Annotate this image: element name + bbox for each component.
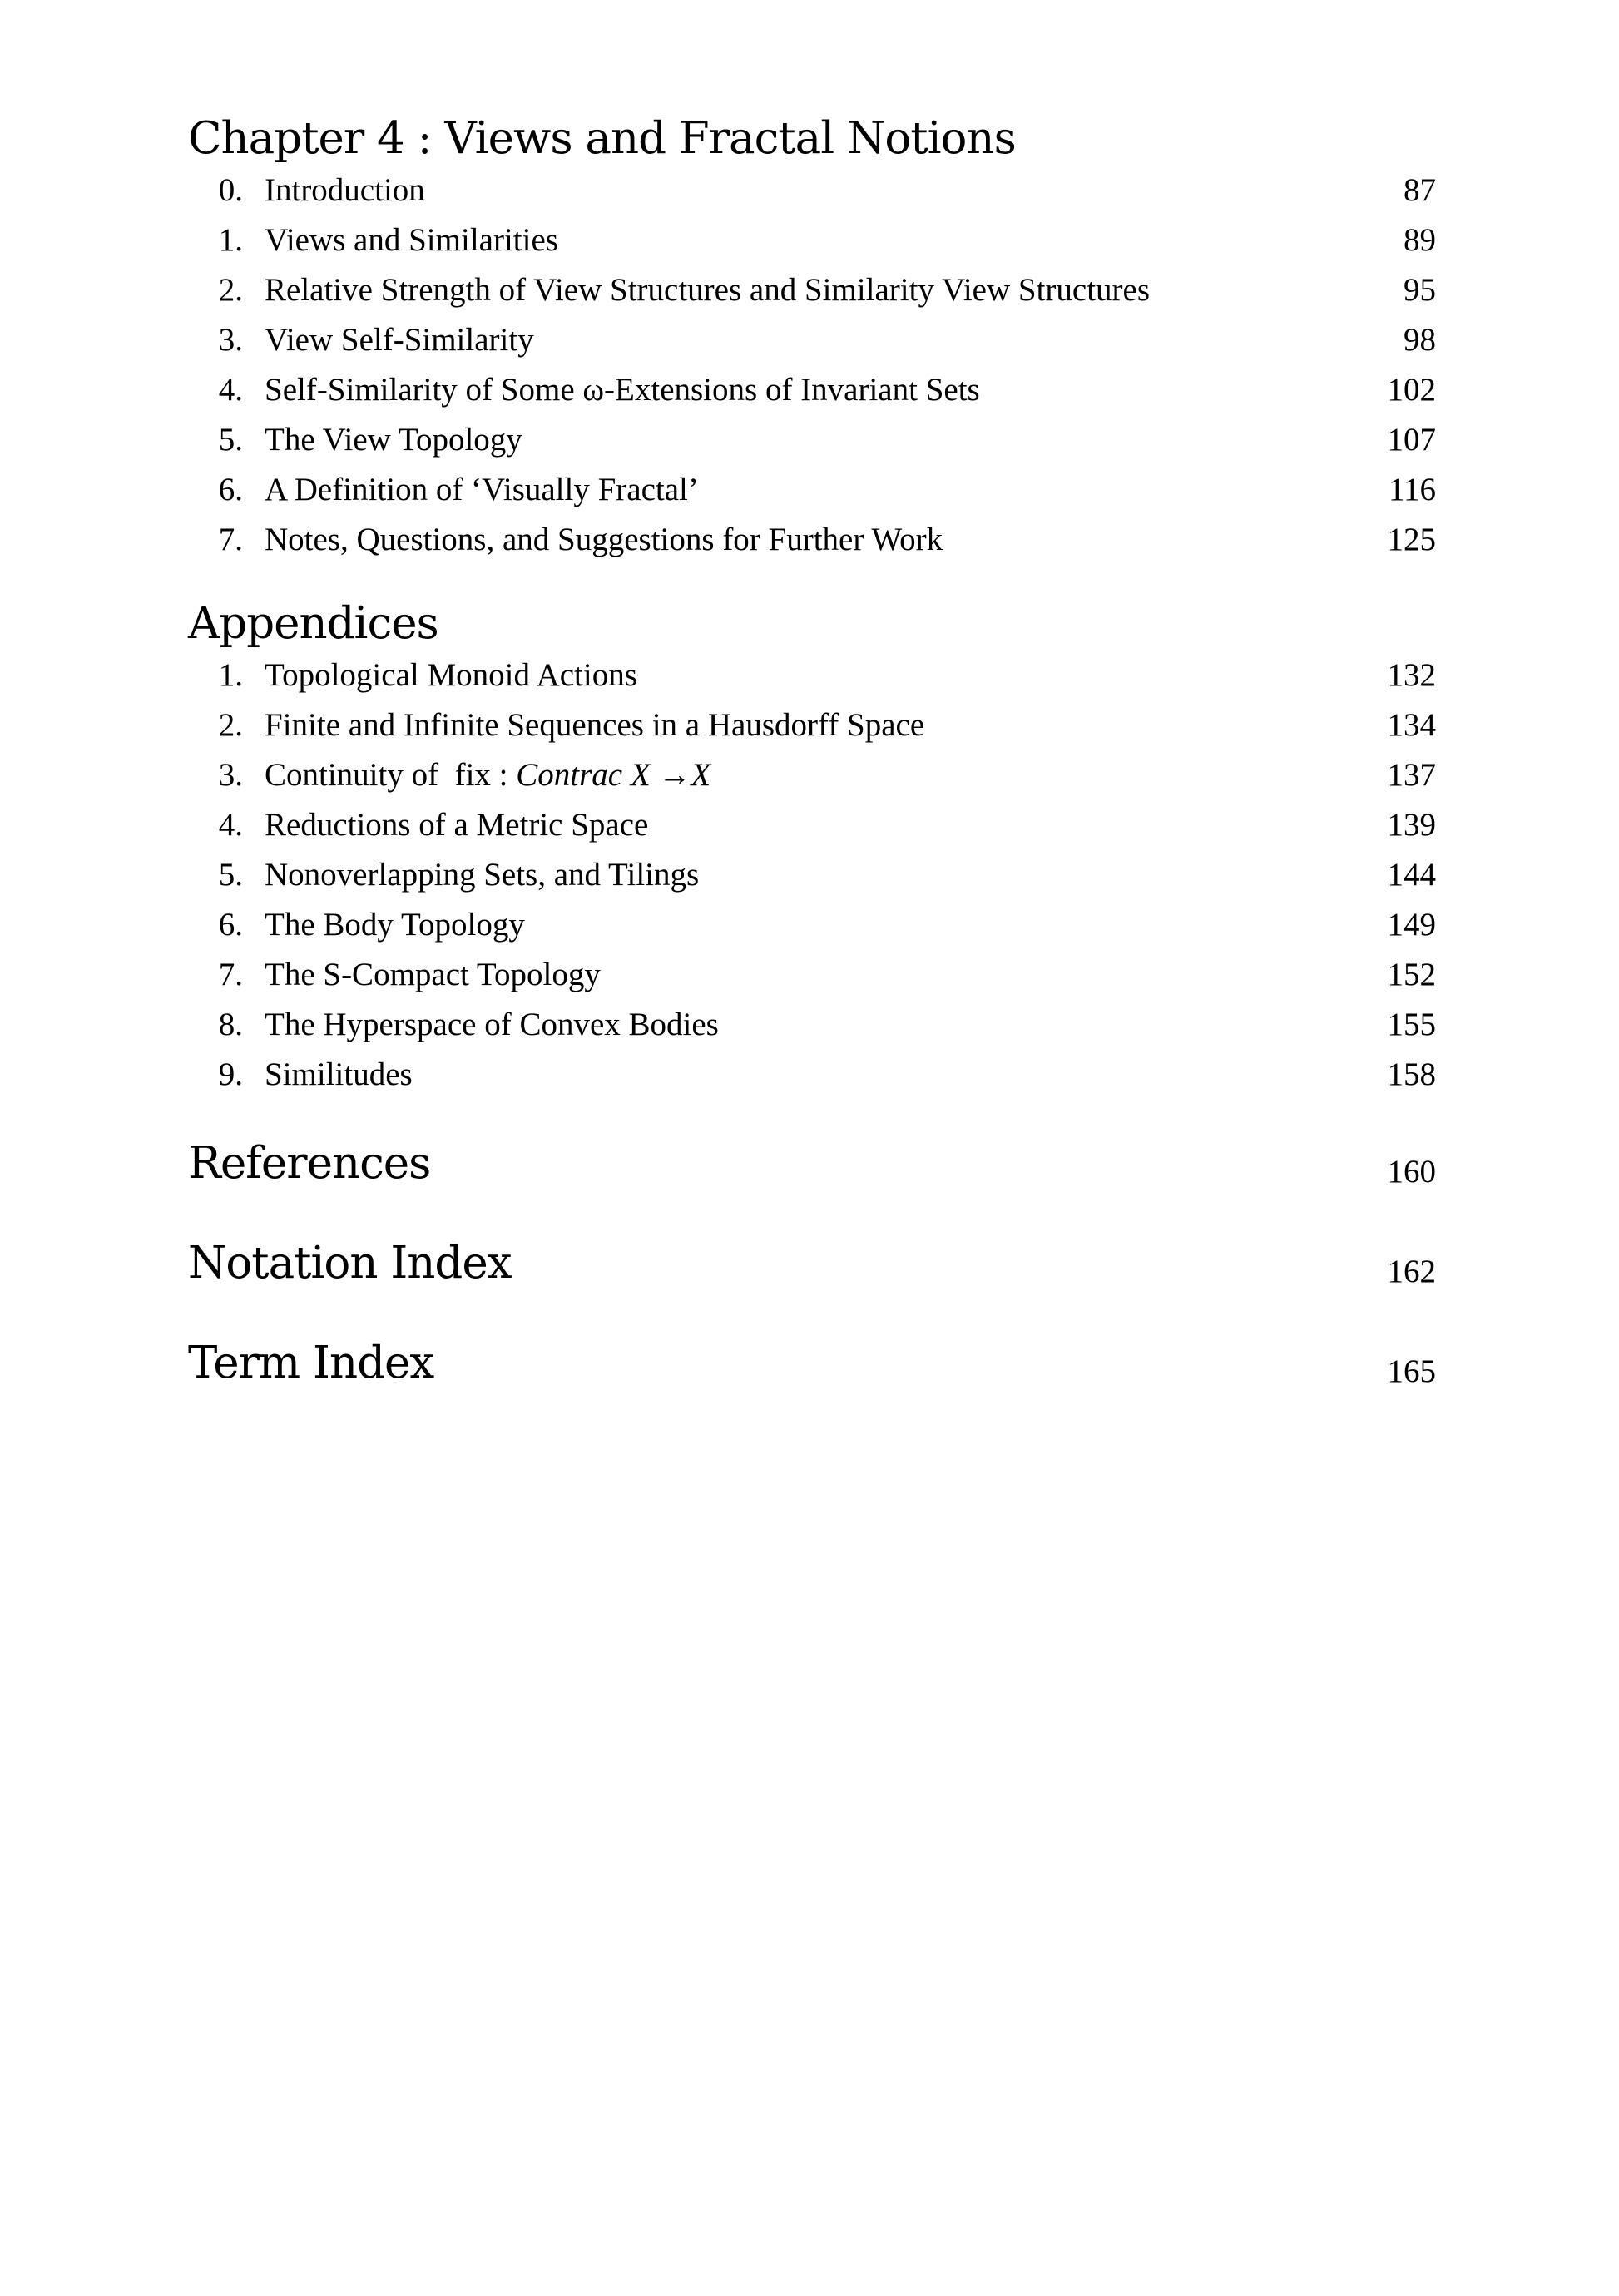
entry-page: 139 bbox=[1387, 807, 1436, 843]
entry-number: 7. bbox=[218, 522, 243, 557]
chapter-4-heading: Chapter 4 : Views and Fractal Notions bbox=[188, 113, 1016, 164]
entry-title: Introduction bbox=[265, 172, 425, 208]
entry-number: 5. bbox=[218, 857, 243, 893]
entry-number: 9. bbox=[218, 1056, 243, 1092]
entry-number: 1. bbox=[218, 222, 243, 258]
table-of-contents bbox=[188, 113, 1436, 1399]
entry-title: The Hyperspace of Convex Bodies bbox=[265, 1007, 719, 1042]
entry-number: 8. bbox=[218, 1007, 243, 1042]
toc-entry bbox=[188, 651, 1436, 700]
references-entry bbox=[188, 1138, 1436, 1200]
entry-title: Self-Similarity of Some ω-Extensions of Invariant Sets bbox=[265, 372, 980, 408]
toc-entry bbox=[188, 800, 1436, 850]
toc-entry bbox=[188, 900, 1436, 950]
entry-title-math: Contrac X →X bbox=[516, 757, 711, 793]
entry-page: 137 bbox=[1387, 757, 1436, 793]
toc-entry bbox=[188, 1050, 1436, 1100]
entry-title: Views and Similarities bbox=[265, 222, 558, 258]
entry-title: Relative Strength of View Structures and Similarity View Structures bbox=[265, 272, 1151, 308]
entry-number: 6. bbox=[218, 472, 243, 507]
entry-number: 6. bbox=[218, 907, 243, 943]
toc-entry bbox=[188, 700, 1436, 750]
term-index-entry bbox=[188, 1338, 1436, 1399]
entry-number: 2. bbox=[218, 707, 243, 743]
term-index-heading: Term Index bbox=[188, 1338, 434, 1388]
entry-page: 149 bbox=[1387, 907, 1436, 943]
entry-title: View Self-Similarity bbox=[265, 322, 534, 358]
entry-title: Finite and Infinite Sequences in a Hausdorff Space bbox=[265, 707, 925, 743]
entry-page: 144 bbox=[1387, 857, 1436, 893]
notation-index-entry bbox=[188, 1238, 1436, 1299]
entry-page: 155 bbox=[1387, 1007, 1436, 1042]
entry-number: 5. bbox=[218, 422, 243, 458]
notation-index-heading: Notation Index bbox=[188, 1238, 512, 1289]
entry-title bbox=[265, 750, 710, 800]
entry-page: 158 bbox=[1387, 1056, 1436, 1092]
entry-title: Topological Monoid Actions bbox=[265, 657, 637, 693]
entry-page: 95 bbox=[1404, 272, 1436, 308]
toc-entry bbox=[188, 750, 1436, 800]
entry-page: 134 bbox=[1387, 707, 1436, 743]
toc-entry bbox=[188, 950, 1436, 1000]
notation-index-page: 162 bbox=[1387, 1254, 1436, 1289]
toc-entry bbox=[188, 166, 1436, 215]
toc-entry bbox=[188, 515, 1436, 565]
entry-number: 2. bbox=[218, 272, 243, 308]
entry-title: A Definition of ‘Visually Fractal’ bbox=[265, 472, 699, 507]
entry-page: 132 bbox=[1387, 657, 1436, 693]
entry-title: Reductions of a Metric Space bbox=[265, 807, 649, 843]
entry-number: 3. bbox=[218, 322, 243, 358]
references-heading: References bbox=[188, 1138, 431, 1189]
entry-title: The S-Compact Topology bbox=[265, 957, 601, 992]
entry-title: The View Topology bbox=[265, 422, 522, 458]
entry-number: 7. bbox=[218, 957, 243, 992]
toc-entry bbox=[188, 215, 1436, 265]
toc-entry bbox=[188, 1000, 1436, 1050]
chapter-4-entries bbox=[188, 166, 1436, 565]
toc-entry bbox=[188, 265, 1436, 315]
entry-title: Similitudes bbox=[265, 1056, 413, 1092]
entry-number: 4. bbox=[218, 807, 243, 843]
entry-number: 0. bbox=[218, 172, 243, 208]
toc-entry bbox=[188, 465, 1436, 515]
entry-page: 107 bbox=[1387, 422, 1436, 458]
entry-page: 87 bbox=[1404, 172, 1436, 208]
appendices-heading: Appendices bbox=[188, 598, 438, 649]
entry-page: 125 bbox=[1387, 522, 1436, 557]
entry-title: Notes, Questions, and Suggestions for Further Work bbox=[265, 522, 943, 557]
entry-title-text: Continuity of fix : bbox=[265, 757, 517, 793]
toc-entry bbox=[188, 850, 1436, 900]
toc-entry bbox=[188, 365, 1436, 415]
entry-page: 102 bbox=[1387, 372, 1436, 408]
entry-number: 4. bbox=[218, 372, 243, 408]
term-index-page: 165 bbox=[1387, 1353, 1436, 1389]
appendices-entries bbox=[188, 651, 1436, 1100]
toc-entry bbox=[188, 315, 1436, 365]
entry-number: 1. bbox=[218, 657, 243, 693]
entry-title: The Body Topology bbox=[265, 907, 525, 943]
entry-page: 152 bbox=[1387, 957, 1436, 992]
entry-page: 116 bbox=[1388, 472, 1436, 507]
entry-page: 89 bbox=[1404, 222, 1436, 258]
toc-entry bbox=[188, 415, 1436, 465]
entry-number: 3. bbox=[218, 757, 243, 793]
entry-title: Nonoverlapping Sets, and Tilings bbox=[265, 857, 700, 893]
references-page: 160 bbox=[1387, 1154, 1436, 1190]
entry-page: 98 bbox=[1404, 322, 1436, 358]
